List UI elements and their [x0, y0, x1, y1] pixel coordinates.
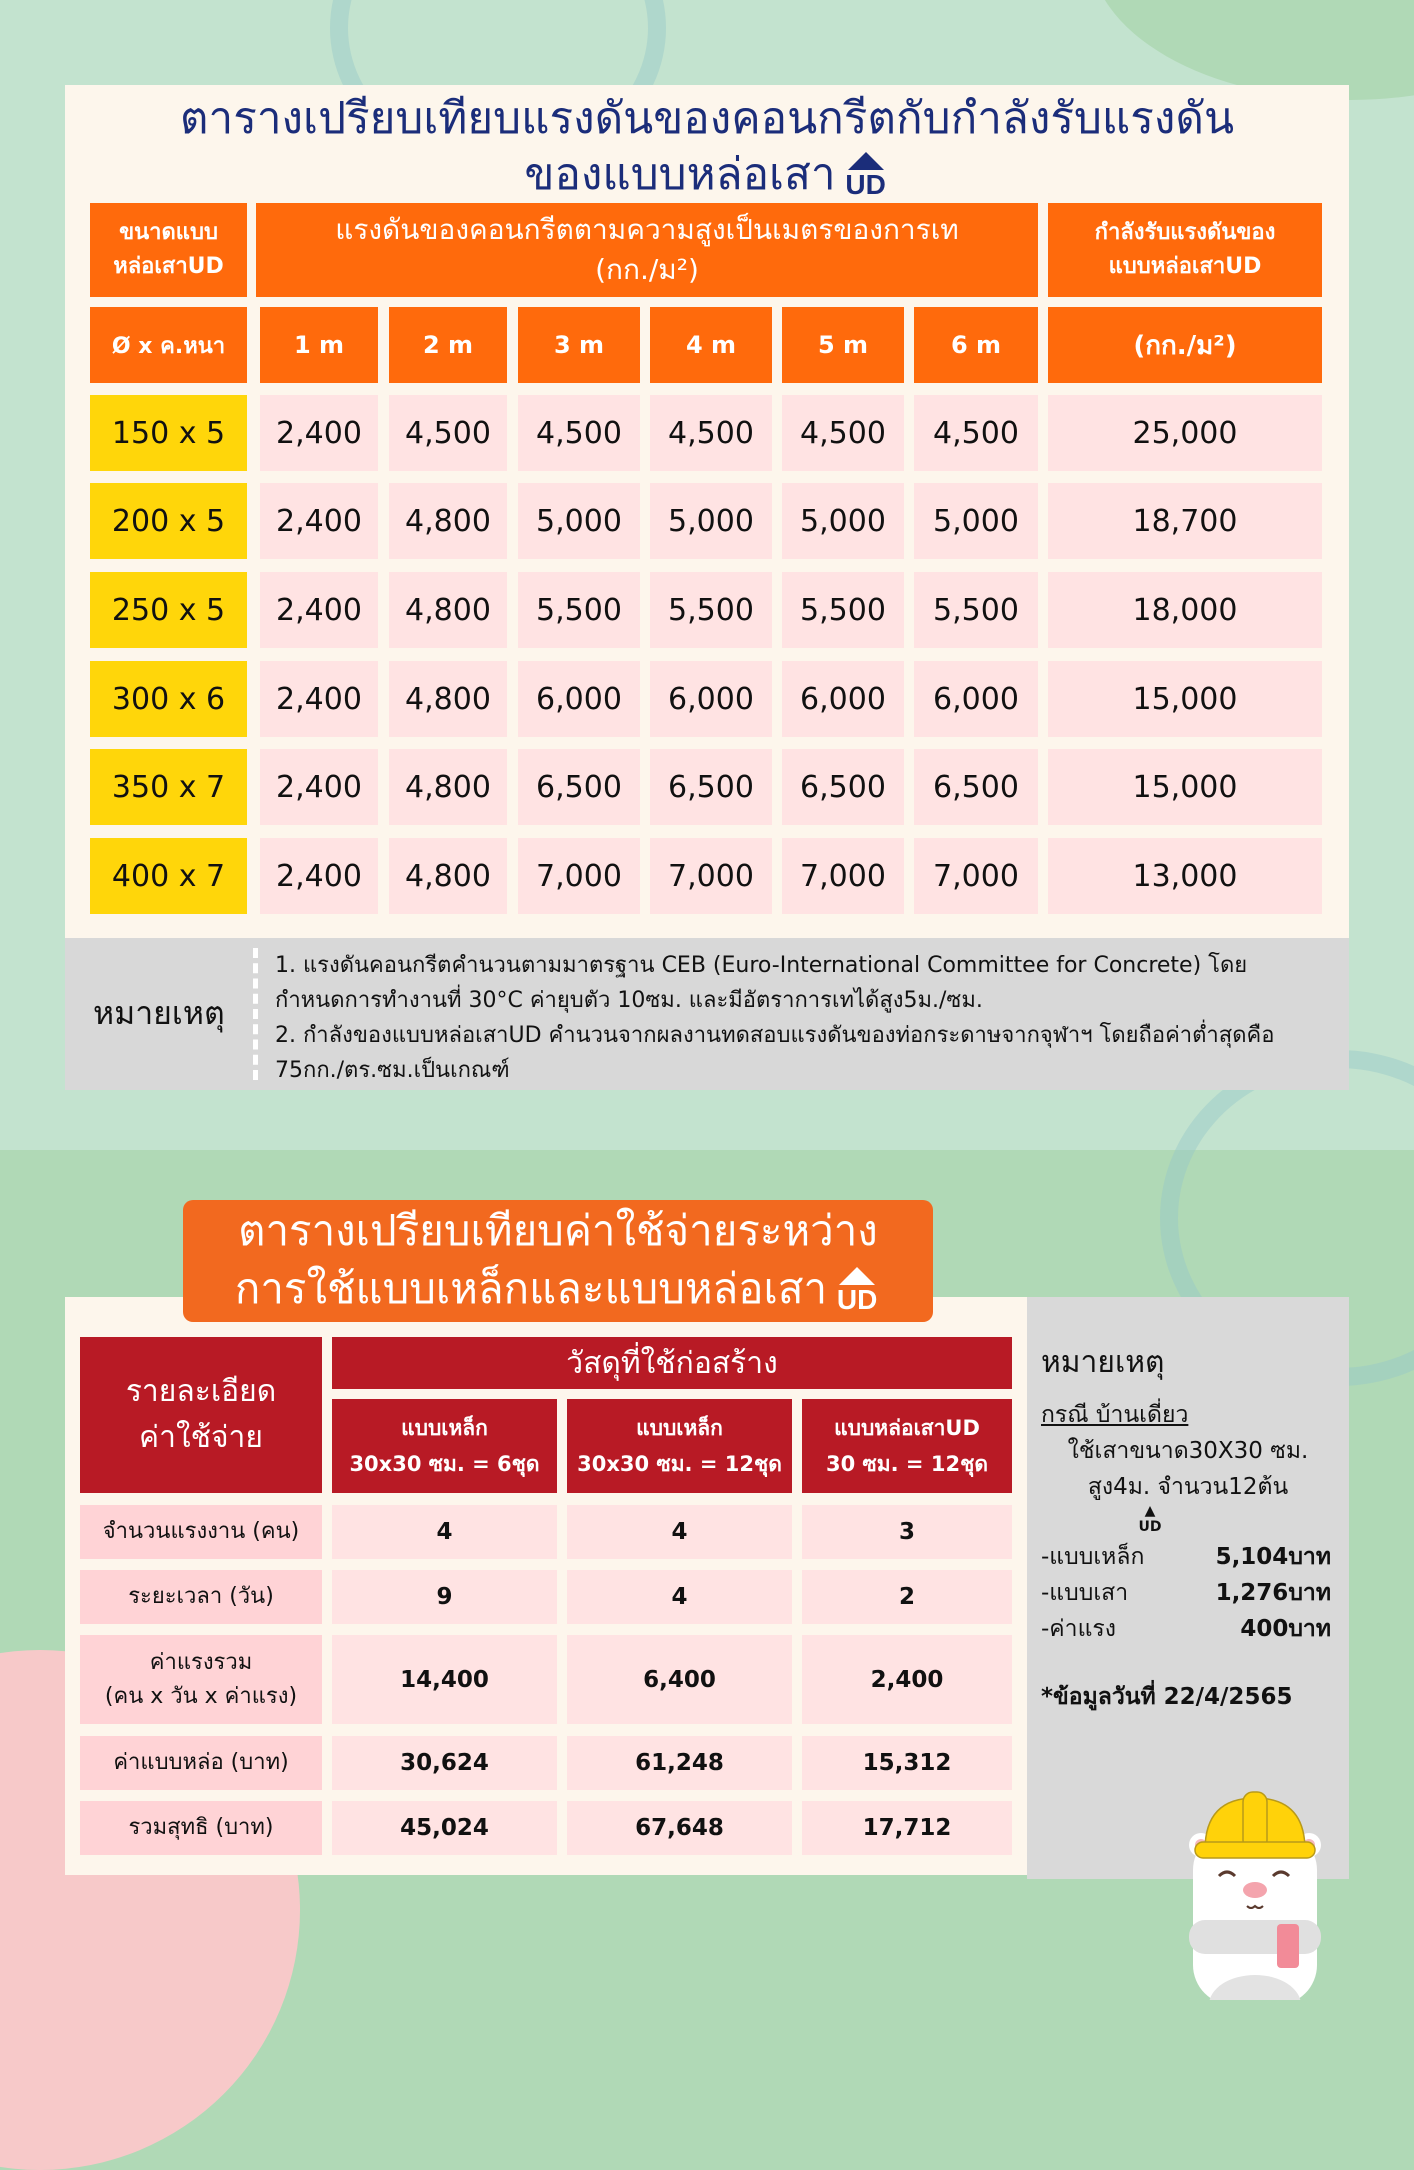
value-cell: 17,712 [802, 1801, 1012, 1855]
value-cell: 4,500 [914, 395, 1038, 471]
value-cell: 6,000 [518, 661, 640, 737]
header-size-sub: Ø x ค.หนา [90, 307, 247, 383]
cost-table-title [183, 1200, 933, 1322]
title-line-2: การใช้แบบเหล็กและแบบหล่อเสา [234, 1264, 828, 1313]
value-cell: 4,500 [518, 395, 640, 471]
title-line-1: ตารางเปรียบเทียบแรงดันของคอนกรีตกับกำลังรับแรงดัน [179, 93, 1235, 144]
value-cell: 67,648 [567, 1801, 792, 1855]
value-cell: 15,312 [802, 1736, 1012, 1790]
value-cell: 30,624 [332, 1736, 557, 1790]
notes-divider [253, 948, 258, 1080]
side-note-item: -แบบเหล็ก 5,104บาท [1041, 1544, 1331, 1570]
row-size: 250 x 5 [90, 572, 247, 648]
side-note-date: *ข้อมูลวันที่ 22/4/2565 [1041, 1684, 1293, 1710]
value-cell: 14,400 [332, 1635, 557, 1724]
value-cell: 7,000 [914, 838, 1038, 914]
header-pressure-group: แรงดันของคอนกรีตตามความสูงเป็นเมตรของการเท (กก./ม²) [256, 203, 1038, 297]
header-steel-6: แบบเหล็ก 30x30 ซม. = 6ชุด [332, 1399, 557, 1493]
value-cell: 4,500 [389, 395, 507, 471]
header-height-1m: 1 m [260, 307, 378, 383]
value-cell: 5,000 [650, 483, 772, 559]
value-cell: 4 [567, 1505, 792, 1559]
capacity-cell: 18,000 [1048, 572, 1322, 648]
value-cell: 6,000 [782, 661, 904, 737]
pressure-table-notes [65, 938, 1349, 1090]
side-note-item: -แบบเสา 1,276บาท [1041, 1580, 1331, 1606]
value-cell: 6,500 [782, 749, 904, 825]
side-note-title: หมายเหตุ [1041, 1345, 1165, 1380]
side-note-case: กรณี บ้านเดี่ยว [1041, 1402, 1189, 1428]
value-cell: 7,000 [782, 838, 904, 914]
value-cell: 5,500 [518, 572, 640, 648]
value-cell: 4,500 [782, 395, 904, 471]
value-cell: 5,000 [914, 483, 1038, 559]
cost-table-panel [65, 1297, 1027, 1875]
header-capacity: กำลังรับแรงดันของ แบบหล่อเสาUD [1048, 203, 1322, 297]
title-line-1: ตารางเปรียบเทียบค่าใช้จ่ายระหว่าง [238, 1206, 878, 1255]
value-cell: 2,400 [260, 838, 378, 914]
value-cell: 2,400 [260, 749, 378, 825]
side-note-items [1041, 1539, 1331, 1647]
value-cell: 6,500 [518, 749, 640, 825]
header-capacity-unit: (กก./ม²) [1048, 307, 1322, 383]
value-cell: 2,400 [260, 572, 378, 648]
value-cell: 4,800 [389, 749, 507, 825]
value-cell: 5,500 [782, 572, 904, 648]
note-1: 1. แรงดันคอนกรีตคำนวนตามมาตรฐาน CEB (Euro-International Committee for Concrete) โดยกำหนดการทำงานที่ 30°C ค่ายุบตัว 10ซม. และมีอัตราการเทได้สูง5ม./ซม. [275, 953, 1248, 1013]
pressure-table-title [65, 91, 1349, 203]
value-cell: 7,000 [518, 838, 640, 914]
value-cell: 6,500 [914, 749, 1038, 825]
title-line-2: ของแบบหล่อเสา [524, 149, 836, 200]
value-cell: 5,500 [650, 572, 772, 648]
value-cell: 6,500 [650, 749, 772, 825]
header-cost-detail: รายละเอียด ค่าใช้จ่าย [80, 1337, 322, 1493]
value-cell: 7,000 [650, 838, 772, 914]
value-cell: 4,500 [650, 395, 772, 471]
header-height-4m: 4 m [650, 307, 772, 383]
row-size: 300 x 6 [90, 661, 247, 737]
value-cell: 2,400 [260, 483, 378, 559]
ud-logo-icon: ▲ UD [1138, 1503, 1162, 1535]
header-height-3m: 3 m [518, 307, 640, 383]
header-height-6m: 6 m [914, 307, 1038, 383]
capacity-cell: 15,000 [1048, 749, 1322, 825]
ud-logo-icon: UD [842, 152, 890, 202]
side-note-line1: ใช้เสาขนาด30X30 ซม. [1067, 1438, 1309, 1464]
header-steel-12: แบบเหล็ก 30x30 ซม. = 12ชุด [567, 1399, 792, 1493]
value-cell: 4,800 [389, 483, 507, 559]
value-cell: 5,000 [518, 483, 640, 559]
capacity-cell: 15,000 [1048, 661, 1322, 737]
note-2: 2. กำลังของแบบหล่อเสาUD คำนวนจากผลงานทดสอบแรงดันของท่อกระดาษจากจุฬาฯ โดยถือค่าต่ำสุดคือ 75กก./ตร.ซม.เป็นเกณฑ์ [275, 1023, 1275, 1083]
pressure-table-panel [65, 85, 1349, 938]
capacity-cell: 18,700 [1048, 483, 1322, 559]
row-size: 400 x 7 [90, 838, 247, 914]
row-size: 200 x 5 [90, 483, 247, 559]
capacity-cell: 13,000 [1048, 838, 1322, 914]
value-cell: 61,248 [567, 1736, 792, 1790]
side-note-line2: สูง4ม. จำนวน12ต้น [1087, 1474, 1289, 1500]
value-cell: 2,400 [802, 1635, 1012, 1724]
value-cell: 6,400 [567, 1635, 792, 1724]
value-cell: 2 [802, 1570, 1012, 1624]
value-cell: 4 [332, 1505, 557, 1559]
value-cell: 2,400 [260, 395, 378, 471]
notes-label: หมายเหตุ [93, 994, 225, 1032]
value-cell: 2,400 [260, 661, 378, 737]
header-height-5m: 5 m [782, 307, 904, 383]
row-size: 150 x 5 [90, 395, 247, 471]
row-label: จำนวนแรงงาน (คน) [80, 1505, 322, 1559]
bear-mascot-icon [1185, 1790, 1325, 2000]
row-label: ค่าแรงรวม (คน x วัน x ค่าแรง) [80, 1635, 322, 1724]
side-note-item: -ค่าแรง 400บาท [1041, 1616, 1331, 1642]
value-cell: 4,800 [389, 661, 507, 737]
value-cell: 4,800 [389, 572, 507, 648]
value-cell: 3 [802, 1505, 1012, 1559]
capacity-cell: 25,000 [1048, 395, 1322, 471]
value-cell: 6,000 [914, 661, 1038, 737]
row-label: รวมสุทธิ (บาท) [80, 1801, 322, 1855]
value-cell: 5,000 [782, 483, 904, 559]
value-cell: 6,000 [650, 661, 772, 737]
header-materials-group: วัสดุที่ใช้ก่อสร้าง [332, 1337, 1012, 1389]
value-cell: 5,500 [914, 572, 1038, 648]
value-cell: 45,024 [332, 1801, 557, 1855]
header-size: ขนาดแบบ หล่อเสาUD [90, 203, 247, 297]
row-label: ค่าแบบหล่อ (บาท) [80, 1736, 322, 1790]
header-height-2m: 2 m [389, 307, 507, 383]
row-label: ระยะเวลา (วัน) [80, 1570, 322, 1624]
value-cell: 9 [332, 1570, 557, 1624]
value-cell: 4,800 [389, 838, 507, 914]
header-ud-form: แบบหล่อเสาUD 30 ซม. = 12ชุด [802, 1399, 1012, 1493]
value-cell: 4 [567, 1570, 792, 1624]
row-size: 350 x 7 [90, 749, 247, 825]
ud-logo-icon: UD [833, 1267, 881, 1317]
